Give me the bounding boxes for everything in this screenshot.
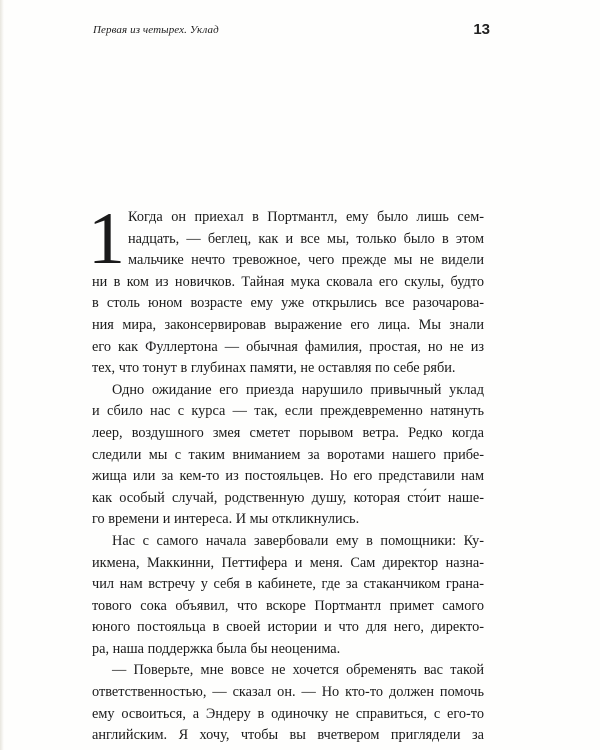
text-line: и сбило нас с курса — так, если преждевременно натянуть [92,403,484,420]
paragraph-2 [92,380,484,531]
body-text [92,207,484,747]
text-line: юного постояльца в своей истории и что для него, директо- [92,619,484,636]
text-line: в столь юном возрасте ему уже открылись все разочарова- [92,295,484,312]
page-number: 13 [473,21,490,38]
running-header: Первая из четырех. Уклад [93,24,219,36]
text-line: чил нам встречу у себя в кабинете, где за стаканчиком грана- [92,576,484,593]
text-line: го времени и интереса. И мы откликнулись. [92,511,360,528]
text-line: надцать, — беглец, как и все мы, только было в этом [128,230,484,247]
text-line: — Поверьте, мне вовсе не хочется обременять вас такой [112,662,484,679]
text-line: тового сока объявил, что вскоре Портмантл примет самого [92,597,484,614]
text-line: ни в ком из новичков. Тайная мука сковала его скулы, будто [92,273,484,290]
text-line: следили мы с таким вниманием за воротами нашего прибе- [92,446,484,463]
text-line: Нас с самого начала завербовали ему в помощники: Ку- [112,532,484,549]
text-line: ния мира, законсервировав выражение его лица. Мы знали [92,316,484,333]
text-line: английским. Я хочу, чтобы вы вчетвером приглядели за [92,727,484,744]
text-line: ответственностью, — сказал он. — Но кто-то должен помочь [92,684,484,701]
page-edge-shadow [0,0,4,750]
text-line: тех, что тонут в глубинах памяти, не оставляя по себе ряби. [92,360,456,377]
paragraph-3 [92,531,484,661]
text-line: его как Фуллертона — обычная фамилия, простая, но не из [92,338,484,355]
text-line: ему освоиться, а Эндеру в одиночку не справиться, с его-то [92,705,484,722]
text-line: мальчике нечто тревожное, чего прежде мы не видели [128,252,484,269]
chapter-number-drop-cap: 1 [88,198,125,280]
paragraph-1 [92,207,484,380]
text-line: как особый случай, родственную душу, которая сто́ит наше- [92,489,484,506]
text-line: Когда он приехал в Портмантл, ему было лишь сем- [128,209,484,225]
text-line: икмена, Маккинни, Петтифера и меня. Сам директор назна- [92,554,484,571]
text-line: ра, наша поддержка была бы неоценима. [92,640,341,657]
text-line: леер, воздушного змея сметет порывом ветра. Редко когда [92,424,484,441]
paragraph-4 [92,660,484,746]
text-line: жища или за кем-то из постояльцев. Но его представили нам [92,468,484,485]
text-line: Одно ожидание его приезда нарушило привычный уклад [112,381,484,398]
